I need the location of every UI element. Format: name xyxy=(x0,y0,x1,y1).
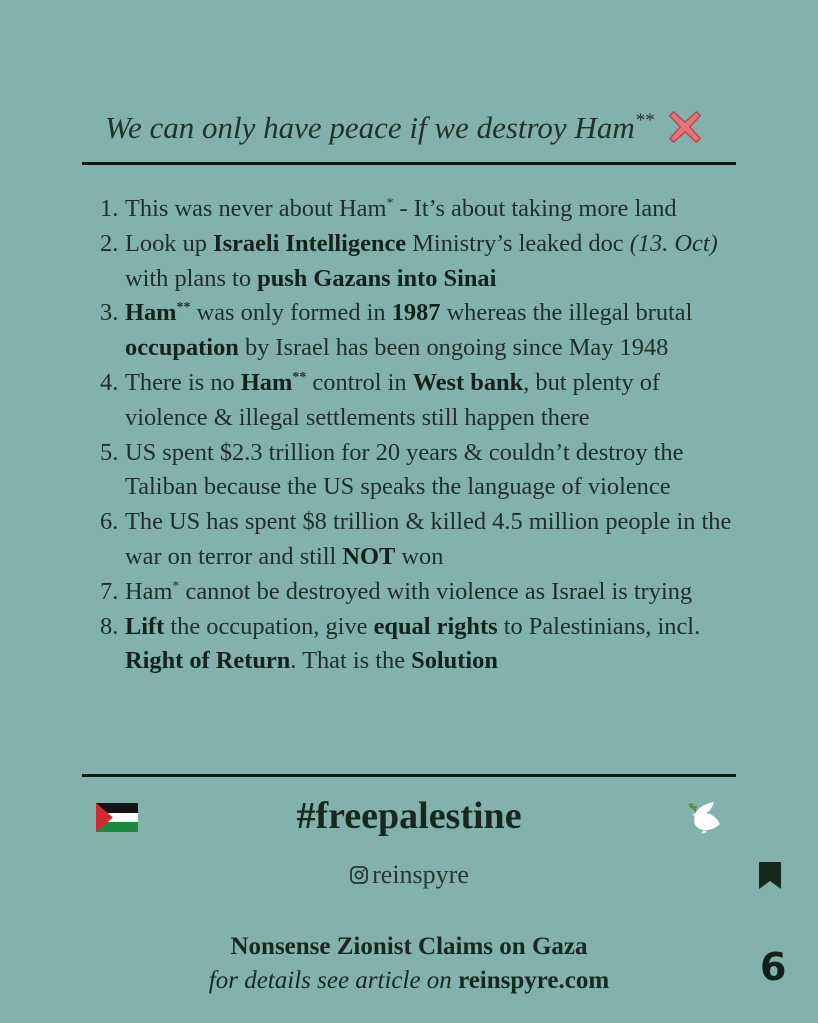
text-segment: cannot be destroyed with violence as Israel is trying xyxy=(179,577,693,605)
text-segment: (13. Oct) xyxy=(629,229,718,257)
list-item xyxy=(100,366,740,436)
list-item-text xyxy=(125,366,740,436)
text-segment: * xyxy=(386,196,394,211)
list-item-number: 1. xyxy=(100,195,119,222)
list-item xyxy=(100,296,740,366)
text-segment: , but plenty of violence & illegal settlements still happen there xyxy=(125,368,661,431)
text-segment: NOT xyxy=(342,542,396,570)
text-segment: Lift xyxy=(125,612,165,640)
page-title xyxy=(105,108,745,146)
title-stars: ** xyxy=(635,110,655,131)
list-item-number: 3. xyxy=(100,299,119,327)
text-segment: Solution xyxy=(411,647,498,675)
text-segment: with plans to xyxy=(125,264,258,292)
list-item xyxy=(100,505,740,575)
text-segment: * xyxy=(172,578,180,594)
text-segment: The US has spent $8 trillion & killed 4.5 million people in the war on terror and still xyxy=(125,508,732,570)
page-number: 6 xyxy=(760,945,787,989)
list-item-number: 4. xyxy=(100,368,119,396)
text-segment: ** xyxy=(292,369,307,385)
text-segment: Ham xyxy=(240,368,293,396)
top-divider xyxy=(82,162,736,165)
list-item xyxy=(100,610,740,680)
list-item-number: 6. xyxy=(100,508,119,536)
text-segment: push Gazans into Sinai xyxy=(257,264,497,292)
list-item-text xyxy=(125,192,740,227)
details-prefix: for details see article on xyxy=(208,967,452,994)
list-item-text xyxy=(125,575,740,610)
list-item-number: 7. xyxy=(100,577,119,605)
text-segment: by Israel has been ongoing since May 1948 xyxy=(238,334,669,362)
text-segment: Right of Return xyxy=(125,647,291,675)
text-segment: Ham xyxy=(125,577,173,605)
text-segment: 1987 xyxy=(391,299,441,327)
dove-icon xyxy=(684,800,724,834)
text-segment: control in xyxy=(306,368,413,396)
text-segment: to Palestinians, incl. xyxy=(497,612,701,640)
text-segment: - It’s about taking more land xyxy=(393,195,677,222)
text-segment: US spent $2.3 trillion for 20 years & couldn’t destroy the Taliban because the US speaks the language of violence xyxy=(125,438,684,501)
cross-mark-icon xyxy=(666,108,704,146)
handle-text: reinspyre xyxy=(372,860,469,889)
site-link[interactable]: reinspyre.com xyxy=(458,967,610,994)
text-segment: Look up xyxy=(125,229,214,257)
list-item-text xyxy=(125,505,740,575)
text-segment: the occupation, give xyxy=(164,612,374,640)
text-segment: Ministry’s leaked doc xyxy=(406,229,630,257)
text-segment: Israeli Intelligence xyxy=(213,229,407,257)
list-item-text xyxy=(125,296,740,366)
text-segment: was only formed in xyxy=(190,299,392,327)
list-item xyxy=(100,575,740,610)
title-text: We can only have peace if we destroy Ham xyxy=(105,110,635,145)
list-item-text xyxy=(125,436,740,506)
list-item-number: 8. xyxy=(100,612,119,640)
text-segment: equal rights xyxy=(373,612,498,640)
list-item-number: 2. xyxy=(100,229,119,257)
text-segment: occupation xyxy=(125,334,239,362)
hashtag: #freepalestine xyxy=(296,795,522,837)
list-item xyxy=(100,436,740,506)
list-item-text xyxy=(125,227,740,297)
article-reference xyxy=(0,967,818,995)
text-segment: West bank xyxy=(412,368,524,396)
list-item xyxy=(100,227,740,297)
instagram-handle xyxy=(0,860,818,890)
text-segment: won xyxy=(395,542,444,570)
list-item-text xyxy=(125,610,740,680)
instagram-icon xyxy=(349,865,369,885)
article-title: Nonsense Zionist Claims on Gaza xyxy=(230,933,588,960)
text-segment: Ham xyxy=(125,299,177,327)
bookmark-icon[interactable] xyxy=(758,862,782,889)
text-segment: There is no xyxy=(125,368,241,396)
list-item xyxy=(100,192,740,227)
bottom-divider xyxy=(82,774,736,777)
claims-list xyxy=(100,192,740,679)
list-item-number: 5. xyxy=(100,438,119,466)
text-segment: whereas the illegal brutal xyxy=(440,299,693,327)
text-segment: This was never about Ham xyxy=(125,195,387,222)
text-segment: . That is the xyxy=(290,647,412,675)
text-segment: ** xyxy=(176,300,191,316)
